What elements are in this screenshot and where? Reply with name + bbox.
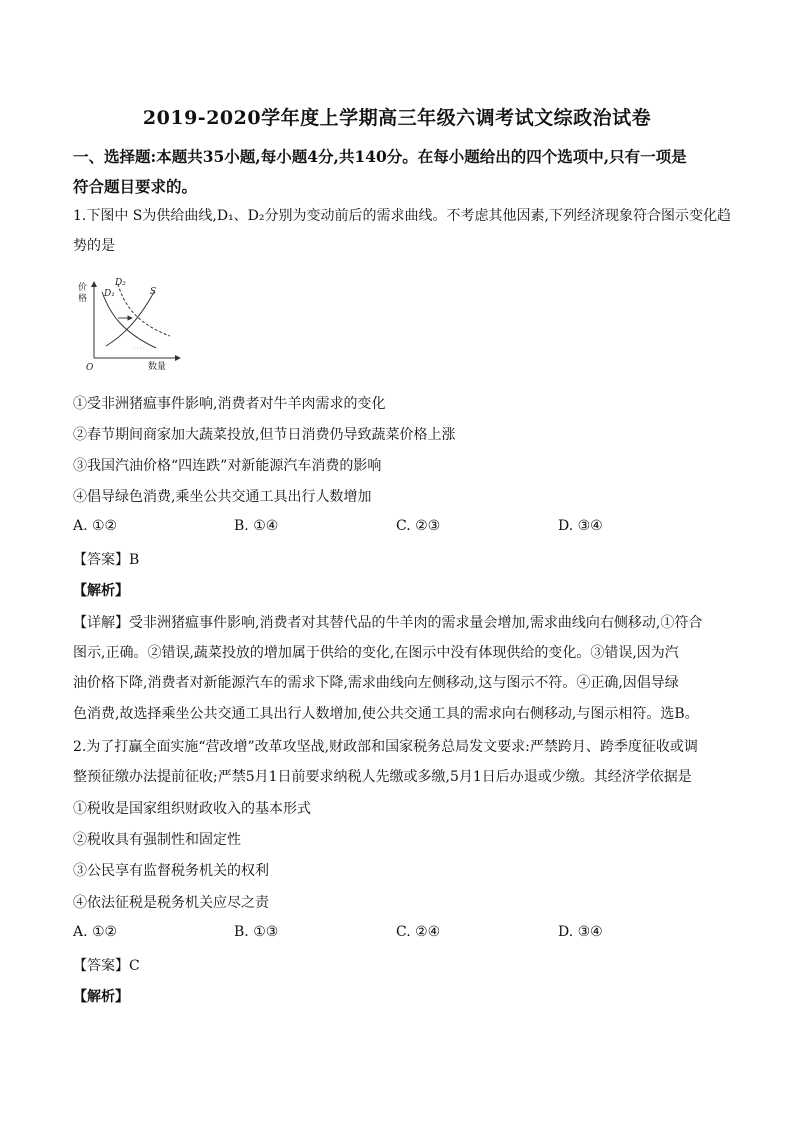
q1-option-a: A. ①② [73, 518, 118, 534]
page-title: 2019-2020学年度上学期高三年级六调考试文综政治试卷 [142, 107, 652, 129]
q2-answer: 【答案】C [73, 958, 140, 974]
q1-answer: 【答案】B [73, 552, 140, 568]
q1-option-b: B. ①④ [234, 518, 279, 534]
q2-option-c: C. ②④ [396, 924, 441, 940]
q2-item-4: ④依法征税是税务机关应尽之责 [73, 895, 269, 911]
x-label: 数量 [148, 362, 167, 372]
q2-option-d: D. ③④ [558, 924, 603, 940]
section-heading-line2: 符合题目要求的。 [73, 177, 198, 196]
y-label-1: 价 [78, 283, 88, 293]
q2-option-b: B. ①③ [234, 924, 279, 940]
q2-item-3: ③公民享有监督税务机关的权利 [73, 863, 269, 879]
q1-stem-line2: 势的是 [73, 238, 115, 254]
supply-demand-graph [74, 274, 186, 372]
q1-item-2: ②春节期间商家加大蔬菜投放,但节日消费仍导致蔬菜价格上涨 [73, 427, 456, 443]
q2-analysis-label: 【解析】 [73, 989, 129, 1005]
y-label-2: 格 [78, 294, 88, 304]
section-heading-line1: 一、选择题:本题共35小题,每小题4分,共140分。在每小题给出的四个选项中,只有一项是 [73, 147, 687, 166]
q2-stem-line2: 整预征缴办法提前征收;严禁5月1日前要求纳税人先缴或多缴,5月1日后办退或少缴。其经济学依据是 [73, 769, 692, 785]
q1-item-4: ④倡导绿色消费,乘坐公共交通工具出行人数增加 [73, 489, 372, 505]
q1-stem-line1: 1.下图中 S为供给曲线,D₁、D₂分别为变动前后的需求曲线。不考虑其他因素,下列经济现象符合图示变化趋 [73, 208, 731, 224]
q1-item-3: ③我国汽油价格“四连跌”对新能源汽车消费的影响 [73, 458, 382, 474]
q1-option-d: D. ③④ [558, 518, 603, 534]
q2-stem-line1: 2.为了打赢全面实施“营改增”改革攻坚战,财政部和国家税务总局发文要求:严禁跨月、跨季度征收或调 [73, 739, 698, 755]
d1-curve [102, 292, 156, 348]
q1-detail-line2: 图示,正确。②错误,蔬菜投放的增加属于供给的变化,在图示中没有体现供给的变化。③错误,因为汽 [73, 645, 679, 661]
d1-label: D₁ [104, 289, 115, 299]
q1-detail-line3: 油价格下降,消费者对新能源汽车的需求下降,需求曲线向左侧移动,这与图示不符。④正确,因倡导绿 [73, 675, 679, 691]
d2-label: D₂ [115, 278, 126, 288]
s-label: S [150, 287, 157, 297]
q1-option-c: C. ②③ [396, 518, 441, 534]
q1-item-1: ①受非洲猪瘟事件影响,消费者对牛羊肉需求的变化 [73, 396, 386, 412]
q2-item-1: ①税收是国家组织财政收入的基本形式 [73, 801, 311, 817]
q1-analysis-label: 【解析】 [73, 583, 129, 599]
origin-label: O [86, 363, 94, 372]
s-curve [106, 292, 154, 346]
q2-item-2: ②税收具有强制性和固定性 [73, 832, 241, 848]
q1-detail-line1: 【详解】受非洲猪瘟事件影响,消费者对其替代品的牛羊肉的需求量会增加,需求曲线向右侧移动,①符合 [73, 615, 703, 631]
q1-detail-line4: 色消费,故选择乘坐公共交通工具出行人数增加,使公共交通工具的需求向右侧移动,与图示相符。选B。 [73, 706, 699, 722]
q2-option-a: A. ①② [73, 924, 118, 940]
